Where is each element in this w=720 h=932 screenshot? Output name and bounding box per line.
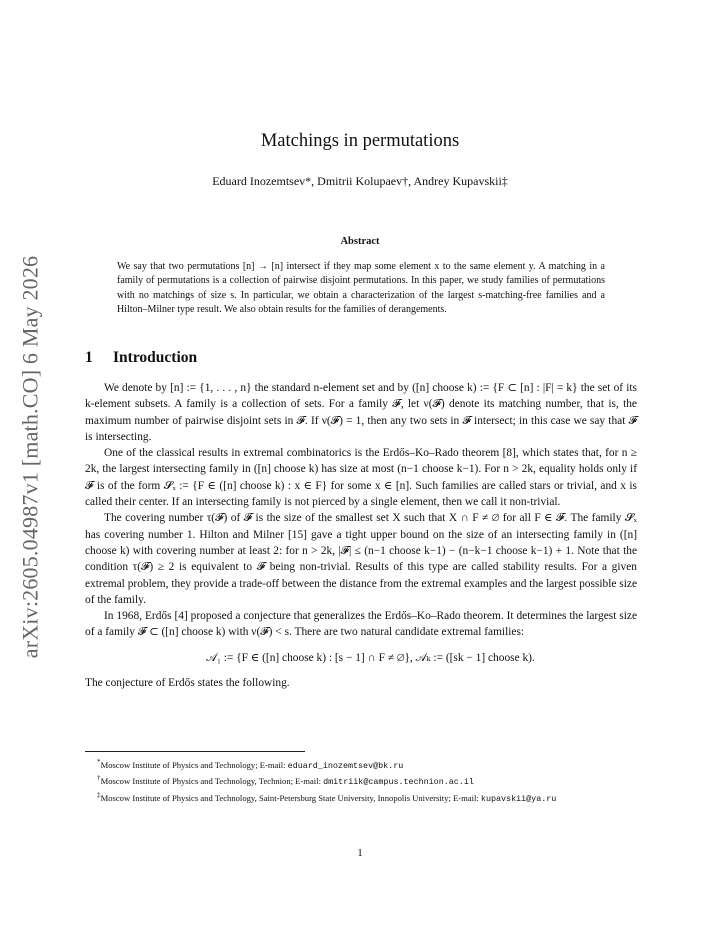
paper-authors: Eduard Inozemtsev*, Dmitrii Kolupaev†, Andrey Kupavskii‡ — [212, 174, 508, 188]
footnote-rule — [85, 751, 305, 752]
section-heading — [85, 349, 197, 367]
footnote-email[interactable]: eduard_inozemtsev@bk.ru — [287, 760, 404, 771]
footnote — [85, 789, 637, 805]
body-text — [85, 380, 637, 691]
footnote-text: Moscow Institute of Physics and Technology, Saint-Petersburg State University, Innopolis University; E-mail: — [100, 792, 481, 803]
abstract-heading: Abstract — [340, 236, 380, 247]
arxiv-sidebar — [5, 247, 55, 667]
arxiv-identifier: arXiv:2605.04987v1 [math.CO] 6 May 2026 — [17, 255, 43, 659]
paragraph: In 1968, Erdős [4] proposed a conjecture that generalizes the Erdős–Ko–Rado theorem. It determines the largest size of a family 𝓕 ⊂ ([n] choose k) with ν(𝓕) < s. There are two natural candidate extremal families: — [85, 610, 637, 639]
footnote — [85, 772, 637, 788]
paragraph: We denote by [n] := {1, . . . , n} the standard n-element set and by ([n] choose k) := {F ⊂ [n] : |F| = k} the set of its k-element subsets. A family is a collection of sets. For a family 𝓕, let ν(𝓕) denote its matching number, that is, the maximum number of pairwise disjoint sets in 𝓕. If ν(𝓕) = 1, then any two sets in 𝓕 intersect; in this case we say that 𝓕 is intersecting. — [85, 382, 637, 443]
section-number: 1 — [85, 349, 93, 366]
footnote-text: Moscow Institute of Physics and Technology; E-mail: — [100, 759, 288, 770]
footnote-mark: * — [97, 758, 101, 766]
footnote-email[interactable]: dmitriik@campus.technion.ac.il — [323, 777, 474, 788]
page-number: 1 — [357, 847, 363, 859]
paper-title: Matchings in permutations — [260, 131, 460, 151]
footnote-mark: ‡ — [97, 790, 101, 799]
section-title: Introduction — [113, 349, 198, 366]
conjecture-line: The conjecture of Erdős states the following. — [85, 676, 290, 689]
footnote-text: Moscow Institute of Physics and Technology, Technion; E-mail: — [100, 776, 324, 787]
paragraph: The covering number τ(𝓕) of 𝓕 is the size of the smallest set X such that X ∩ F ≠ ∅ for all F ∈ 𝓕. The family 𝓢ₓ has covering number 1. Hilton and Milner [15] gave a tight upper bound on the size of an intersecting family in ([n] choose k) with covering number at least 2: for n > 2k, |𝓕| ≤ (n−1 choose k−1) − (n−k−1 choose k−1) + 1. Note that the condition τ(𝓕) ≥ 2 is equivalent to 𝓕 being non-trivial. Results of this type are called stability results. For a given extremal problem, they provide a trade-off between the distance from the extremal examples and the largest possible size of the family. — [85, 512, 637, 606]
paragraph: One of the classical results in extremal combinatorics is the Erdős–Ko–Rado theorem [8], which states that, for n ≥ 2k, the largest intersecting family in ([n] choose k) has size at most (n−1 choose k−1). For n > 2k, equality holds only if 𝓕 is of the form 𝓢ₓ := {F ∈ ([n] choose k) : x ∈ F} for some x ∈ [n]. Such families are called stars or trivial, and x is called their center. If an intersecting family is not pierced by a single element, then we call it non-trivial. — [85, 447, 637, 509]
footnote — [85, 756, 637, 772]
display-formula: 𝒜₁ := {F ∈ ([n] choose k) : [s − 1] ∩ F ≠ ∅}, 𝒜ₖ := ([sk − 1] choose k). — [206, 651, 535, 664]
footnote-mark: † — [97, 774, 101, 783]
footnote-email[interactable]: kupavskii@ya.ru — [480, 793, 557, 804]
footnotes — [85, 756, 637, 805]
abstract-text: We say that two permutations [n] → [n] intersect if they map some element x to the same element y. A matching in a family of permutations is a collection of pairwise disjoint permutations. In this paper, we study families of permutations with no matchings of size s. In particular, we obtain a characterization of the largest s-matching-free families and a Hilton–Milner type result. We also obtain results for the families of derangements. — [117, 261, 605, 316]
